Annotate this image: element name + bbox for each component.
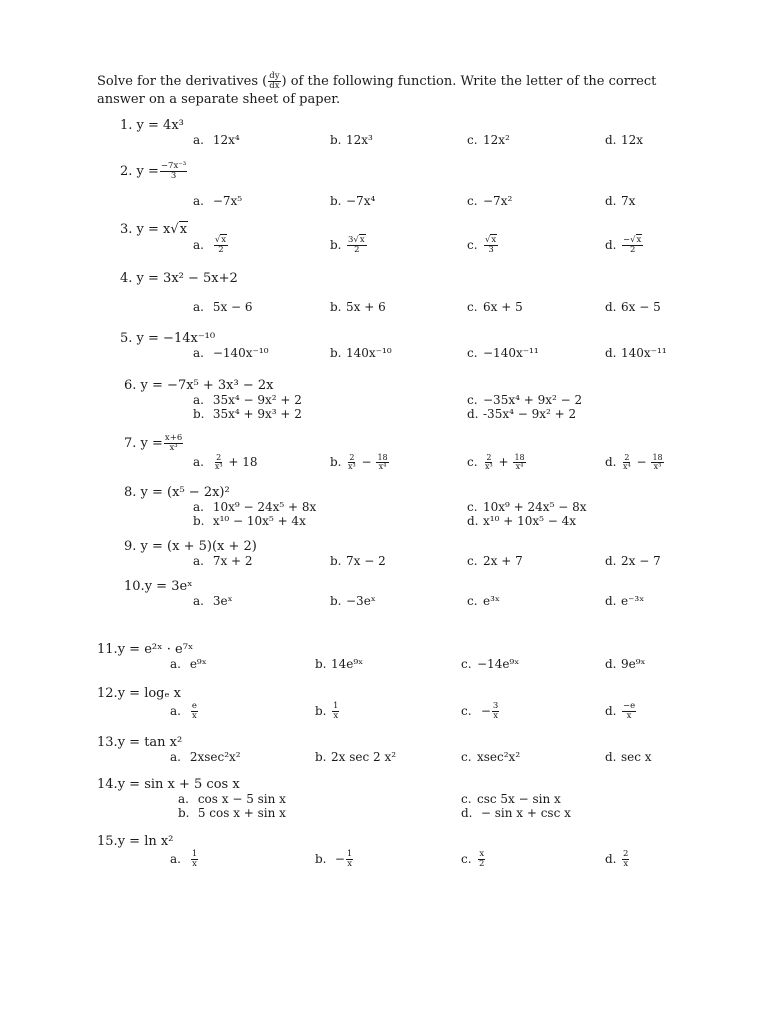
- choice-text: 6x − 5: [621, 300, 661, 314]
- choice-letter: a.: [193, 133, 204, 147]
- choice-text: sec x: [621, 750, 652, 764]
- choice-letter: c.: [461, 852, 472, 866]
- q4-choice-d: [605, 299, 661, 315]
- choice-letter: a.: [193, 500, 204, 514]
- choice-letter: a.: [178, 792, 189, 806]
- choice-fraction: [484, 236, 498, 255]
- fraction-denominator: x³: [214, 462, 223, 471]
- q5-choice-b: [330, 345, 392, 361]
- choice-fraction: [214, 454, 224, 471]
- q10-choice-b: [330, 593, 376, 609]
- choice-text: 140x⁻¹¹: [621, 346, 667, 360]
- q4-choice-a: [193, 299, 253, 315]
- choice-letter: b.: [330, 554, 342, 568]
- choice-text: 5 cos x + sin x: [197, 806, 286, 820]
- choice-letter: d.: [461, 806, 473, 820]
- q5-choice-a: [193, 345, 269, 361]
- sign: −: [334, 852, 345, 866]
- choice-letter: b.: [193, 407, 205, 421]
- choice-letter: c.: [467, 238, 478, 252]
- choice-letter: c.: [467, 133, 478, 147]
- fraction-numerator: 2: [624, 453, 630, 462]
- choice-letter: c.: [467, 346, 478, 360]
- q9-choice-d: [605, 553, 661, 569]
- dy-dx-fraction: [268, 72, 280, 91]
- choice-text: 5x + 6: [346, 300, 386, 314]
- question-15: [97, 834, 173, 850]
- q13-choice-c: [461, 749, 520, 765]
- fraction-denominator: dx: [269, 81, 280, 91]
- choice-letter: d.: [605, 852, 617, 866]
- question-function-lhs: y =: [136, 164, 159, 179]
- choice-letter: b.: [330, 300, 342, 314]
- q9-choice-b: [330, 553, 386, 569]
- fraction-numerator: 2: [349, 453, 355, 462]
- choice-letter: b.: [330, 194, 342, 208]
- q15-choice-d: [605, 850, 630, 869]
- question-number: 10.: [124, 579, 145, 594]
- choice-text: 10x⁹ − 24x⁵ + 8x: [212, 500, 317, 514]
- choice-letter: b.: [315, 750, 327, 764]
- choice-letter: a.: [193, 300, 204, 314]
- choice-letter: c.: [461, 704, 472, 718]
- choice-text: 2x − 7: [621, 554, 661, 568]
- choice-letter: b.: [178, 806, 190, 820]
- question-number: 15.: [97, 834, 118, 849]
- choice-letter: b.: [193, 514, 205, 528]
- fraction-denominator: x³: [348, 462, 356, 471]
- q3-choice-a: [193, 236, 229, 255]
- choice-letter: b.: [315, 657, 327, 671]
- q11-choice-a: [170, 656, 207, 672]
- question-7: [124, 434, 184, 453]
- choice-letter: a.: [170, 657, 181, 671]
- fraction-denominator: x⁴: [378, 462, 387, 471]
- q7-choice-a: [193, 454, 258, 471]
- fraction-numerator: 1: [333, 701, 339, 711]
- choice-fraction: [651, 454, 663, 471]
- choice-text: 7x: [621, 194, 636, 208]
- question-function: y = (x⁵ − 2x)²: [140, 485, 230, 500]
- choice-letter: a.: [170, 750, 181, 764]
- fraction-numerator: 3√x: [348, 235, 365, 245]
- fraction-numerator: 2: [486, 453, 492, 462]
- question-function: y = e²ˣ · e⁷ˣ: [117, 642, 194, 657]
- q12-choice-d: [605, 702, 637, 721]
- fraction-denominator: x³: [485, 462, 493, 471]
- choice-text: 14e⁹ˣ: [331, 657, 364, 671]
- choice-letter: b.: [330, 346, 342, 360]
- radicand: x: [221, 235, 227, 245]
- choice-letter: b.: [330, 594, 342, 608]
- radicand: x: [636, 235, 642, 245]
- fraction-denominator: x: [192, 859, 197, 869]
- choice-letter: d.: [605, 455, 617, 469]
- question-3: 3. y = x√x: [120, 222, 188, 237]
- choice-letter: a.: [193, 554, 204, 568]
- q4-choice-c: [467, 299, 523, 315]
- choice-letter: d.: [605, 704, 617, 718]
- question-number: 13.: [97, 735, 118, 750]
- fraction-numerator: 1: [346, 849, 353, 859]
- choice-letter: c.: [467, 393, 478, 407]
- choice-fraction: [191, 702, 198, 721]
- choice-letter: d.: [605, 346, 617, 360]
- choice-fraction: [346, 850, 353, 869]
- choice-fraction: [214, 236, 228, 255]
- choice-letter: d.: [605, 554, 617, 568]
- choice-text: −7x⁴: [346, 194, 376, 208]
- sign: −: [623, 235, 631, 245]
- fraction-numerator: e: [191, 701, 197, 711]
- choice-text: 3eˣ: [212, 594, 233, 608]
- choice-text: -35x⁴ − 9x² + 2: [483, 407, 577, 421]
- choice-text: 7x + 2: [212, 554, 253, 568]
- choice-text: x¹⁰ + 10x⁵ − 4x: [483, 514, 577, 528]
- choice-fraction: [347, 454, 357, 471]
- choice-letter: b.: [330, 455, 342, 469]
- choice-fraction: [484, 454, 494, 471]
- question-2: [120, 162, 188, 181]
- choice-text: e⁻³ˣ: [621, 594, 645, 608]
- choice-letter: a.: [170, 852, 181, 866]
- choice-text: 2x sec 2 x²: [331, 750, 397, 764]
- choice-fraction: [492, 702, 499, 721]
- q5-choice-d: [605, 345, 667, 361]
- q10-choice-a: [193, 593, 233, 609]
- choice-text: −7x⁵: [212, 194, 243, 208]
- choice-text: − sin x + csc x: [480, 806, 571, 820]
- q12-choice-c: [461, 702, 500, 721]
- choice-letter: d.: [467, 514, 479, 528]
- question-number: 9.: [124, 539, 137, 554]
- fraction-numerator: 1: [191, 849, 198, 859]
- choice-letter: c.: [467, 500, 478, 514]
- choice-fraction: [376, 454, 388, 471]
- choice-letter: c.: [461, 750, 472, 764]
- q11-choice-c: [461, 656, 519, 672]
- choice-text: 2x + 7: [483, 554, 523, 568]
- question-function: y = 3eˣ: [144, 579, 193, 594]
- fraction-numerator: −e: [623, 701, 636, 711]
- choice-fraction: [622, 850, 629, 869]
- choice-fraction: [513, 454, 525, 471]
- choice-text: −14e⁹ˣ: [477, 657, 520, 671]
- operator: +: [498, 455, 509, 469]
- question-function: y = (x + 5)(x + 2): [140, 539, 257, 554]
- choice-letter: d.: [605, 133, 617, 147]
- choice-letter: d.: [605, 238, 617, 252]
- choice-text: 10x⁹ + 24x⁵ − 8x: [483, 500, 587, 514]
- sign: −: [480, 704, 491, 718]
- question-number: 12.: [97, 686, 118, 701]
- choice-letter: d.: [605, 194, 617, 208]
- q13-choice-d: [605, 749, 652, 765]
- question-function: y = 4x³: [136, 118, 184, 133]
- q7-choice-c: [467, 454, 527, 471]
- choice-letter: d.: [605, 750, 617, 764]
- choice-letter: b.: [315, 704, 327, 718]
- q12-choice-b: [315, 702, 340, 721]
- question-function: y = sin x + 5 cos x: [117, 777, 240, 792]
- choice-text: 140x⁻¹⁰: [346, 346, 392, 360]
- question-number: 3.: [120, 222, 133, 237]
- choice-text: −35x⁴ + 9x² − 2: [483, 393, 583, 407]
- choice-letter: a.: [193, 393, 204, 407]
- q14-choice-d: [461, 805, 571, 821]
- q9-choice-c: [467, 553, 523, 569]
- fraction-denominator: x³: [653, 462, 662, 471]
- fraction-numerator: 18: [652, 453, 663, 462]
- choice-letter: a.: [170, 704, 181, 718]
- radicand: x: [359, 235, 365, 245]
- fraction-denominator: x⁴: [623, 462, 631, 471]
- question-function-lhs: y =: [140, 436, 163, 451]
- fraction-denominator: x³: [169, 443, 178, 453]
- q14-choice-b: [178, 805, 286, 821]
- fraction-denominator: 3: [170, 171, 177, 181]
- question-number: 6.: [124, 378, 137, 393]
- question-number: 4.: [120, 271, 133, 286]
- q4-choice-b: [330, 299, 386, 315]
- q2-choice-d: [605, 193, 635, 209]
- fraction-denominator: 2: [218, 245, 224, 255]
- fraction-numerator: 18: [514, 453, 525, 462]
- fraction-numerator: −7x⁻³: [160, 161, 187, 171]
- question-number: 2.: [120, 164, 133, 179]
- choice-text: e³ˣ: [483, 594, 500, 608]
- choice-text: 2xsec²x²: [189, 750, 241, 764]
- fraction-denominator: 2: [479, 859, 485, 869]
- fraction-numerator: x+6: [164, 433, 183, 443]
- operator: −: [636, 455, 647, 469]
- choice-letter: c.: [461, 657, 472, 671]
- question-number: 5.: [120, 331, 133, 346]
- fraction-numerator: dy: [269, 71, 280, 81]
- question-number: 1.: [120, 118, 133, 133]
- fraction-denominator: x: [623, 859, 629, 869]
- question-number: 14.: [97, 777, 118, 792]
- choice-fraction: [622, 702, 636, 721]
- choice-text: 6x + 5: [483, 300, 523, 314]
- choice-letter: a.: [193, 194, 204, 208]
- choice-letter: b.: [330, 238, 342, 252]
- choice-text: 7x − 2: [346, 554, 386, 568]
- fraction-numerator: x: [479, 849, 485, 859]
- q8-choice-d: [467, 513, 576, 529]
- choice-fraction: [622, 454, 632, 471]
- choice-letter: a.: [193, 455, 204, 469]
- q13-choice-a: [170, 749, 241, 765]
- fraction-denominator: x: [191, 711, 197, 721]
- choice-letter: d.: [605, 594, 617, 608]
- q15-choice-b: [315, 850, 354, 869]
- choice-fraction: [347, 236, 367, 255]
- fraction-numerator: √x: [214, 235, 227, 245]
- q7-choice-d: [605, 454, 665, 471]
- q15-choice-a: [170, 850, 199, 869]
- question-function-fraction: [164, 434, 183, 453]
- fraction-denominator: 3: [488, 245, 494, 255]
- choice-letter: d.: [605, 657, 617, 671]
- question-function: y = logₑ x: [117, 686, 181, 701]
- choice-text: + 18: [228, 455, 258, 469]
- fraction-numerator: 2: [216, 453, 222, 462]
- question-12: [97, 686, 181, 702]
- q5-choice-c: [467, 345, 539, 361]
- choice-fraction: [622, 236, 643, 255]
- q1-choice-a: [193, 132, 240, 148]
- choice-letter: c.: [467, 194, 478, 208]
- question-number: 8.: [124, 485, 137, 500]
- choice-letter: c.: [467, 300, 478, 314]
- choice-text: −3eˣ: [346, 594, 376, 608]
- q10-choice-d: [605, 593, 644, 609]
- fraction-denominator: 2: [629, 245, 636, 255]
- question-function: y = 3x² − 5x+2: [136, 271, 238, 286]
- fraction-denominator: x: [333, 711, 339, 721]
- q9-choice-a: [193, 553, 253, 569]
- choice-letter: d.: [467, 407, 479, 421]
- fraction-numerator: 3: [492, 701, 499, 711]
- q6-choice-d: [467, 406, 576, 422]
- q11-choice-b: [315, 656, 363, 672]
- choice-text: 12x²: [483, 133, 510, 147]
- choice-text: −7x²: [483, 194, 513, 208]
- choice-letter: a.: [193, 346, 204, 360]
- question-number: 11.: [97, 642, 118, 657]
- q1-choice-b: [330, 132, 373, 148]
- q13-choice-b: [315, 749, 396, 765]
- q8-choice-b: [193, 513, 306, 529]
- question-number: 7.: [124, 436, 137, 451]
- choice-letter: a.: [193, 238, 204, 252]
- q7-choice-b: [330, 454, 390, 471]
- q3-choice-c: [467, 236, 499, 255]
- fraction-numerator: 18: [377, 453, 388, 462]
- q1-choice-d: [605, 132, 643, 148]
- choice-fraction: [191, 850, 198, 869]
- choice-letter: c.: [461, 792, 472, 806]
- choice-text: cos x − 5 sin x: [197, 792, 286, 806]
- question-function: y = −14x⁻¹⁰: [136, 331, 216, 346]
- choice-text: −140x⁻¹¹: [483, 346, 539, 360]
- choice-text: xsec²x²: [477, 750, 521, 764]
- choice-letter: a.: [193, 594, 204, 608]
- fraction-denominator: x: [626, 711, 632, 721]
- radicand: x: [179, 222, 188, 237]
- q3-choice-b: [330, 236, 368, 255]
- fraction-denominator: 2: [354, 245, 360, 255]
- choice-fraction: [478, 850, 485, 869]
- fraction-numerator: 2: [623, 849, 629, 859]
- fraction-denominator: x: [347, 859, 352, 869]
- choice-letter: b.: [330, 133, 342, 147]
- q11-choice-d: [605, 656, 646, 672]
- fraction-numerator: −√x: [623, 235, 642, 245]
- q15-choice-c: [461, 850, 486, 869]
- operator: −: [361, 455, 372, 469]
- choice-text: 35x⁴ − 9x² + 2: [212, 393, 302, 407]
- question-1: [120, 118, 184, 134]
- fraction-denominator: x: [493, 711, 498, 721]
- choice-text: x¹⁰ − 10x⁵ + 4x: [212, 514, 306, 528]
- q12-choice-a: [170, 702, 199, 721]
- choice-letter: c.: [467, 455, 478, 469]
- q6-choice-b: [193, 406, 302, 422]
- radicand: x: [491, 235, 497, 245]
- choice-letter: d.: [605, 300, 617, 314]
- question-function: y = tan x²: [117, 735, 183, 750]
- choice-text: −140x⁻¹⁰: [212, 346, 269, 360]
- choice-text: 12x³: [346, 133, 373, 147]
- question-10: [124, 579, 193, 595]
- fraction-denominator: x⁴: [515, 462, 524, 471]
- choice-text: csc 5x − sin x: [477, 792, 561, 806]
- question-function: y = ln x²: [117, 834, 174, 849]
- instructions-text-start: Solve for the derivatives (: [97, 74, 268, 89]
- choice-text: 9e⁹ˣ: [621, 657, 646, 671]
- q2-choice-c: [467, 193, 512, 209]
- q2-choice-b: [330, 193, 375, 209]
- q10-choice-c: [467, 593, 500, 609]
- choice-letter: c.: [467, 594, 478, 608]
- choice-text: 12x⁴: [212, 133, 240, 147]
- choice-text: 12x: [621, 133, 644, 147]
- fraction-numerator: √x: [485, 235, 497, 245]
- question-4: [120, 271, 238, 287]
- question-function: y = −7x⁵ + 3x³ − 2x: [140, 378, 274, 393]
- choice-text: 35x⁴ + 9x³ + 2: [212, 407, 302, 421]
- question-function-fraction: [160, 162, 187, 181]
- choice-text: 5x − 6: [212, 300, 253, 314]
- q1-choice-c: [467, 132, 510, 148]
- coefficient: 3: [348, 235, 354, 245]
- q2-choice-a: [193, 193, 242, 209]
- choice-fraction: [332, 702, 339, 721]
- instructions-text-end: ) of the following function. Write the letter of the correct answer on a separate sheet of paper.: [97, 74, 657, 107]
- instructions: [97, 72, 697, 108]
- choice-letter: b.: [315, 852, 327, 866]
- choice-letter: c.: [467, 554, 478, 568]
- choice-text: e⁹ˣ: [189, 657, 207, 671]
- q3-choice-d: [605, 236, 644, 255]
- question-function-lhs: y = x: [136, 222, 171, 237]
